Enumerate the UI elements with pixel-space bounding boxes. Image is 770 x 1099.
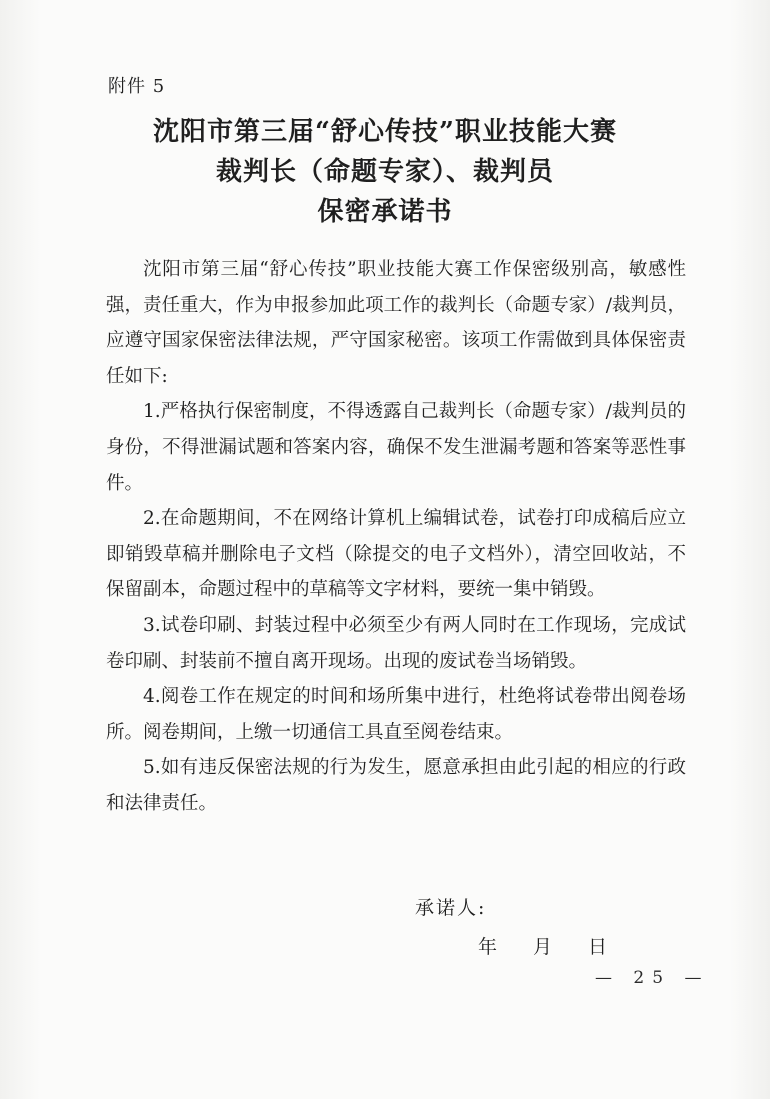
document-title xyxy=(92,112,678,232)
title-line-3: 保密承诺书 xyxy=(317,197,453,227)
attachment-label: 附件 5 xyxy=(108,76,166,97)
document-body xyxy=(106,252,686,822)
date-day-label: 日 xyxy=(588,936,608,958)
title-line-1: 沈阳市第三届“舒心传技”职业技能大赛 xyxy=(153,117,617,147)
signature-label: 承诺人: xyxy=(415,897,487,919)
intro-paragraph: 沈阳市第三届“舒心传技”职业技能大赛工作保密级别高，敏感性强，责任重大，作为申报参加此项工作的裁判长（命题专家）/裁判员，应遵守国家保密法律法规，严守国家秘密。该项工作需做到具体保密责任如下: xyxy=(106,259,686,387)
clause-3: 3.试卷印刷、封装过程中必须至少有两人同时在工作现场，完成试卷印刷、封装前不擅自离开现场。出现的废试卷当场销毁。 xyxy=(106,614,686,672)
date-year-label: 年 xyxy=(478,936,498,958)
clause-2: 2.在命题期间，不在网络计算机上编辑试卷，试卷打印成稿后应立即销毁草稿并删除电子文档（除提交的电子文档外），清空回收站，不保留副本，命题过程中的草稿等文字材料，要统一集中销毁。 xyxy=(106,508,686,601)
date-line xyxy=(478,932,607,959)
clause-4: 4.阅卷工作在规定的时间和场所集中进行，杜绝将试卷带出阅卷场所。阅卷期间，上缴一切通信工具直至阅卷结束。 xyxy=(106,686,686,743)
clause-1: 1.严格执行保密制度，不得透露自己裁判长（命题专家）/裁判员的身份，不得泄漏试题和答案内容，确保不发生泄漏考题和答案等恶性事件。 xyxy=(106,401,686,494)
clause-5: 5.如有违反保密法规的行为发生，愿意承担由此引起的相应的行政和法律责任。 xyxy=(106,757,686,814)
date-month-label: 月 xyxy=(533,936,553,958)
page-number: — 25 — xyxy=(595,968,710,988)
title-line-2: 裁判长（命题专家）、裁判员 xyxy=(215,157,554,187)
